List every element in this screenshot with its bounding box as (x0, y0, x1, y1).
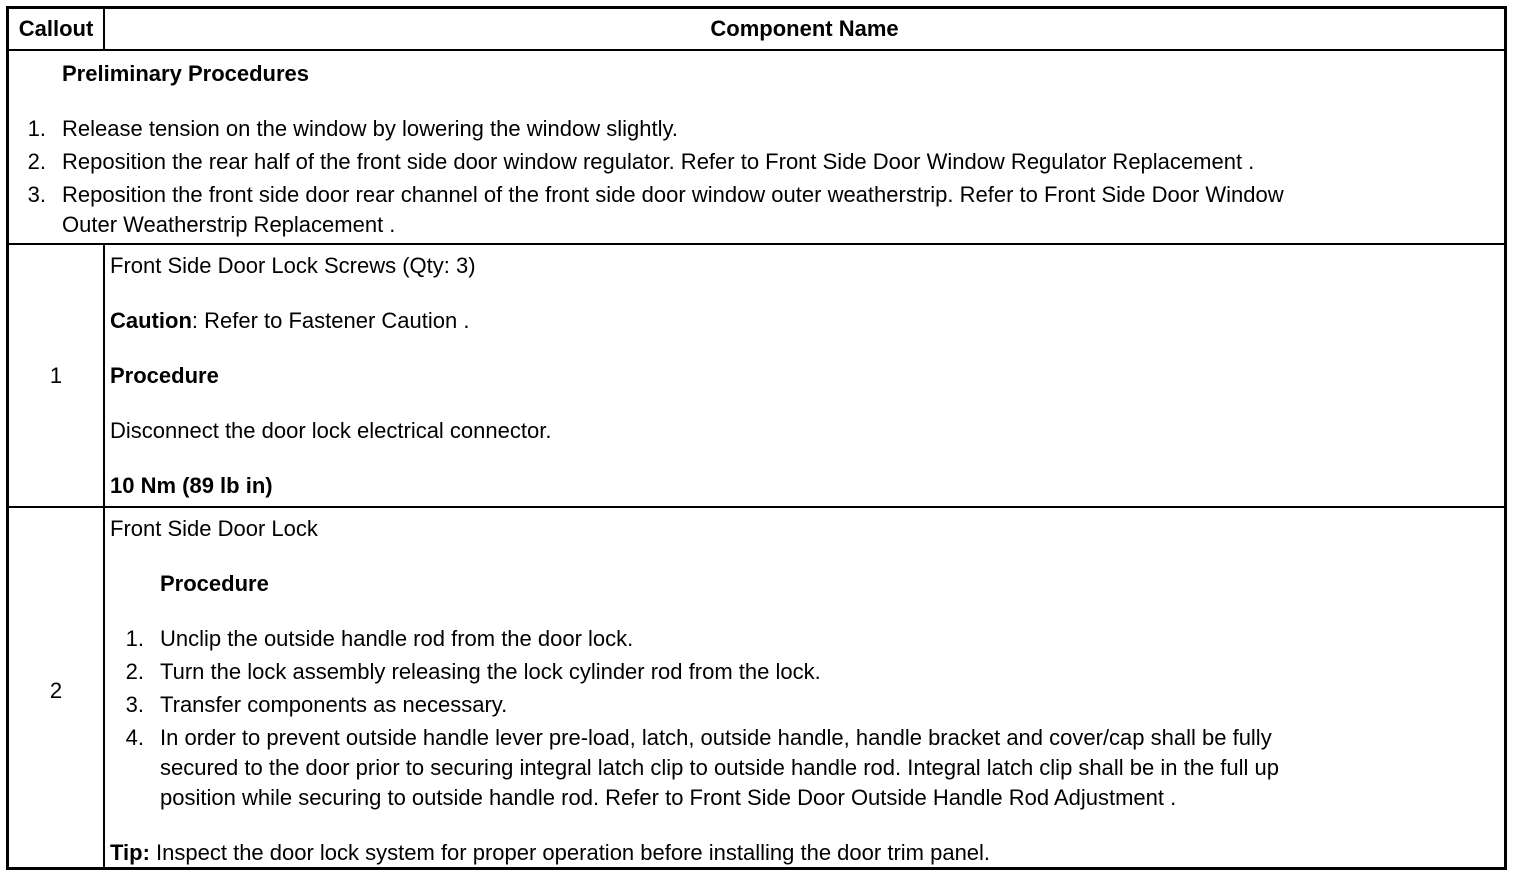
step-text: Reposition the rear half of the front side door window regulator. Refer to Front Side Door Window Regulator Replacement . (62, 149, 1255, 174)
preliminary-row (9, 51, 1504, 245)
step-number: 1. (27, 116, 46, 141)
step-text-continued: secured to the door prior to securing integral latch clip to outside handle rod. Integral latch clip shall be in the full up (160, 755, 1279, 780)
procedure-heading: Procedure (110, 363, 219, 388)
component-table (6, 6, 1507, 870)
row-callout: 1 (49, 363, 63, 388)
step-number: 3. (27, 182, 46, 207)
torque-spec: 10 Nm (89 lb in) (110, 473, 273, 498)
list-item (6, 180, 1498, 240)
caution-label: Caution (110, 308, 192, 333)
step-number: 2. (27, 149, 46, 174)
header-row (9, 9, 1504, 51)
procedure-steps (104, 624, 1498, 813)
step-text: In order to prevent outside handle lever pre-load, latch, outside handle, handle bracket and cover/cap shall be fully (160, 725, 1272, 750)
caution-text: : Refer to Fastener Caution . (191, 308, 470, 333)
column-divider (103, 245, 105, 508)
preliminary-steps (6, 114, 1498, 240)
step-text-continued: Outer Weatherstrip Replacement . (62, 212, 396, 237)
step-text: Release tension on the window by lowering the window slightly. (62, 116, 678, 141)
step-text: Unclip the outside handle rod from the door lock. (160, 626, 634, 651)
row-callout: 2 (49, 678, 63, 703)
row-content (110, 514, 1498, 868)
step-number: 3. (125, 692, 144, 717)
step-number: 1. (125, 626, 144, 651)
tip-text: Inspect the door lock system for proper operation before installing the door trim panel. (149, 840, 991, 865)
preliminary-content (9, 59, 1498, 240)
preliminary-title: Preliminary Procedures (62, 61, 310, 86)
header-callout: Callout (18, 16, 94, 41)
step-text: Reposition the front side door rear channel of the front side door window outer weatherstrip. Refer to Front Side Door Window (62, 182, 1284, 207)
table-row (9, 508, 1504, 870)
step-text: Transfer components as necessary. (160, 692, 508, 717)
step-text-continued: position while securing to outside handle rod. Refer to Front Side Door Outside Handle Rod Adjustment . (160, 785, 1177, 810)
step-number: 4. (125, 725, 144, 750)
list-item (6, 114, 1498, 144)
procedure-text: Disconnect the door lock electrical connector. (110, 418, 552, 443)
row-content (110, 251, 1498, 501)
step-number: 2. (125, 659, 144, 684)
list-item (6, 147, 1498, 177)
list-item (104, 723, 1498, 813)
component-name: Front Side Door Lock Screws (Qty: 3) (110, 253, 476, 278)
step-text: Turn the lock assembly releasing the lock cylinder rod from the lock. (160, 659, 821, 684)
list-item (104, 624, 1498, 654)
list-item (104, 690, 1498, 720)
component-name: Front Side Door Lock (110, 516, 318, 541)
header-component-name: Component Name (710, 16, 899, 41)
tip-label: Tip: (110, 840, 150, 865)
list-item (104, 657, 1498, 687)
caution (110, 306, 1498, 336)
table-row (9, 245, 1504, 508)
tip (110, 838, 1498, 868)
procedure-heading: Procedure (160, 571, 269, 596)
